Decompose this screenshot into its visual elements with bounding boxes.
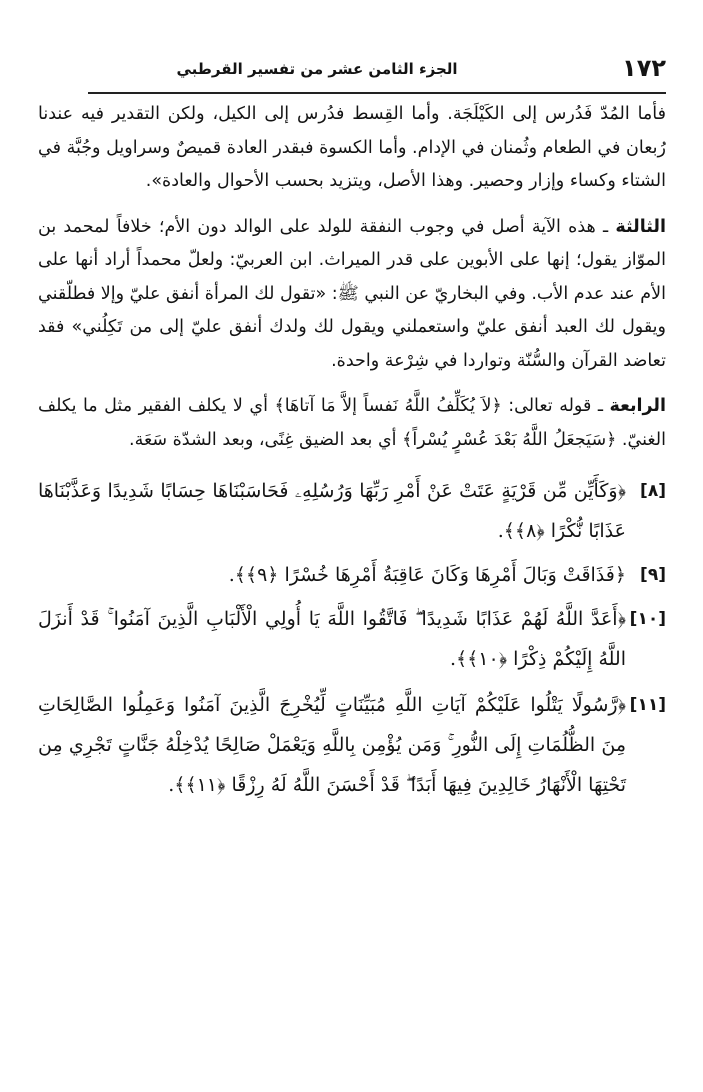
verse-block	[38, 685, 666, 805]
running-title: الجزء الثامن عشر من تفسير القرطبي	[176, 60, 458, 78]
paragraph-third	[38, 211, 666, 379]
verse-number: [١٠]	[629, 609, 666, 629]
paragraph-text: ـ قوله تعالى: ﴿لاَ يُكَلِّفُ اللَّهُ نَفساً إلاَّ مَا آتاهَا﴾ أي لا يكلف الفقير مثل ما يكلف الغنيّ. ﴿سَيَجعَلُ اللَّهُ بَعْدَ عُسْرٍ يُسْراً﴾ أي بعد الضيق غِنًى، وبعد الشدّة سَعَة.	[38, 396, 666, 450]
paragraph-lead: الثالثة	[615, 216, 666, 237]
verse-text: ﴿وَكَأَيِّن مِّن قَرْيَةٍ عَتَتْ عَنْ أَمْرِ رَبِّهَا وَرُسُلِهِۦ فَحَاسَبْنَاهَا حِسَابًا شَدِيدًا وَعَذَّبْنَاهَا عَذَابًا نُّكْرًا ﴿٨﴾﴾.	[38, 480, 626, 542]
page-number: ١٧٢	[622, 54, 666, 82]
paragraph-measures	[38, 98, 666, 199]
page-header	[88, 52, 666, 88]
verse-block	[38, 599, 666, 679]
verse-block	[38, 471, 666, 551]
paragraph-text: ـ هذه الآية أصل في وجوب النفقة للولد على الوالد دون الأم؛ خلافاً لمحمد بن الموّاز يقول؛ إنها على الأبوين على قدر الميراث. ابن العربيّ: ولعلّ محمداً أراد أنها على الأم عند عدم الأب. وفي البخاريّ عن النبي ﷺ: «تقول لك المرأة أنفق عليّ وإلا فطلّقني ويقول لك العبد أنفق عليّ واستعملني ويقول لك ولدك أنفق عليّ إلى من تَكِلُني» فقد تعاضد القرآن والسُّنّة وتواردا في شِرْعة واحدة.	[38, 216, 666, 371]
verse-number: [٩]	[640, 565, 666, 585]
verse-text: ﴿فَذَاقَتْ وَبَالَ أَمْرِهَا وَكَانَ عَاقِبَةُ أَمْرِهَا خُسْرًا ﴿٩﴾﴾.	[228, 564, 626, 586]
paragraph-lead: الرابعة	[609, 396, 666, 416]
verse-block	[38, 555, 666, 595]
header-rule	[88, 92, 666, 94]
verse-text: ﴿أَعَدَّ اللَّهُ لَهُمْ عَذَابًا شَدِيدًا ۖ فَاتَّقُوا اللَّهَ يَا أُولِي الْأَلْبَابِ الَّذِينَ آمَنُوا ۚ قَدْ أَنزَلَ اللَّهُ إِلَيْكُمْ ذِكْرًا ﴿١٠﴾﴾.	[38, 608, 626, 670]
verse-number: [١١]	[629, 695, 666, 715]
paragraph-fourth	[38, 390, 666, 457]
page-body	[38, 98, 666, 805]
verse-number: [٨]	[640, 481, 666, 501]
verse-text: ﴿رَّسُولًا يَتْلُوا عَلَيْكُمْ آيَاتِ اللَّهِ مُبَيِّنَاتٍ لِّيُخْرِجَ الَّذِينَ آمَنُوا وَعَمِلُوا الصَّالِحَاتِ مِنَ الظُّلُمَاتِ إِلَى النُّورِ ۚ وَمَن يُؤْمِن بِاللَّهِ وَيَعْمَلْ صَالِحًا يُدْخِلْهُ جَنَّاتٍ تَجْرِي مِن تَحْتِهَا الْأَنْهَارُ خَالِدِينَ فِيهَا أَبَدًا ۖ قَدْ أَحْسَنَ اللَّهُ لَهُ رِزْقًا ﴿١١﴾﴾.	[38, 694, 626, 796]
paragraph-text: فأما المُدّ فَدُرس إلى الكَيْلَجَة. وأما القِسط فدُرس إلى الكيل، ولكن التقدير فيه عندنا رُبعان في الطعام وثُمنان في الإدام. وأما الكسوة فبقدر العادة قميصٌ وسراويل وجُبَّة في الشتاء وكساء وإزار وحصير. وهذا الأصل، ويتزيد بحسب الأحوال والعادة».	[38, 104, 666, 191]
